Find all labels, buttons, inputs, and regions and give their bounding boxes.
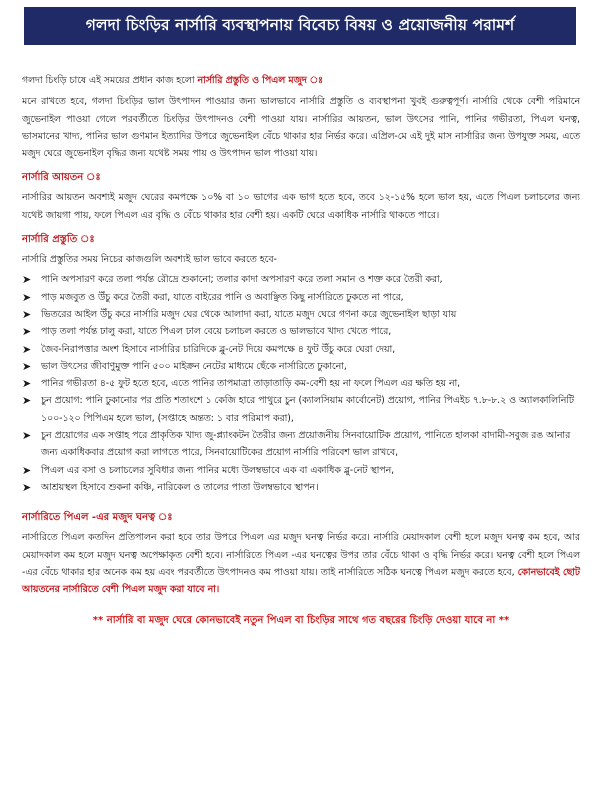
arrow-right-icon: ➤	[22, 307, 32, 321]
list-item-text: পানির গভীরতা ৪-৫ ফুট হতে হবে, এতে পানির তাপমাত্রা তাড়াতাড়ি কম-বেশী হয় না ফলে পিএল এর ক্ষতি হয় না,	[41, 378, 461, 390]
arrow-right-icon: ➤	[22, 429, 32, 443]
prep-bullet-list	[22, 271, 580, 496]
page-title: গলদা চিংড়ির নার্সারি ব্যবস্থাপনায় বিবেচ্য বিষয় ও প্রয়োজনীয় পরামর্শ	[85, 16, 515, 34]
section-heading-prep: নার্সারি প্রস্তুতি ঃ	[22, 234, 95, 246]
list-item-text: আশ্রয়স্থল হিসাবে শুকনা কঞ্চি, নারিকেল ও তালের পাতা উলম্বভাবে স্থাপন।	[41, 481, 319, 493]
list-item	[22, 341, 580, 358]
list-item-text: ভাল উৎসের জীবাণুমুক্ত পানি ৫০০ মাইক্রন নেটের মাধ্যমে ছেঁকে নার্সারিতে ঢুকানো,	[41, 360, 347, 372]
list-item	[22, 392, 580, 427]
section-heading-density: নার্সারিতে পিএল -এর মজুদ ঘনত্ব ঃ	[22, 512, 173, 524]
list-item	[22, 271, 580, 288]
list-item	[22, 462, 580, 479]
list-item	[22, 358, 580, 375]
arrow-right-icon: ➤	[22, 290, 32, 304]
arrow-right-icon: ➤	[22, 480, 32, 494]
section-heading-area: নার্সারি আয়তন ঃ	[22, 172, 101, 184]
document-body	[22, 72, 580, 630]
arrow-right-icon: ➤	[22, 273, 32, 287]
list-item-text: পাড় তলা পর্যন্ত ঢালু করা, যাতে পিএল ঢাল বেয়ে চলাচল করতে ও ভালভাবে খাদ্য খেতে পারে,	[41, 326, 392, 338]
list-item-text: চুন প্রয়োগের এক সপ্তাহ পরে প্রাকৃতিক খাদ্য জু-প্ল্যাংকটন তৈরীর জন্য প্রয়োজনীয় সিনবায়োটিক প্রয়োগ, পানিতে হালকা বাদামী-সবুজ রঙ আনার জন্য একাধিকবার প্রয়োগ করা লাগতে পারে, সিনবায়োটিকের প্রয়োগ নার্সারি পরিবেশ ভাল রাখবে,	[41, 430, 571, 459]
footer-note: ** নার্সারি বা মজুদ ঘেরে কোনভাবেই নতুন পিএল বা চিংড়ির সাথে গত বছরের চিংড়ি দেওয়া যাবে না **	[92, 615, 510, 627]
intro-paragraph: মনে রাখতে হবে, গলদা চিংড়ির ভাল উৎপাদন পাওয়ার জন্য ভালভাবে নার্সারি প্রস্তুতি ও ব্যবস্থাপনা খুবই গুরুত্বপূর্ণ। নার্সারি থেকে বেশী পরিমানে জুভেনাইল পাওয়া গেলে পরবর্তীতে চিংড়ির উৎপাদনও বেশী পাওয়া যায়। নার্সারির আয়তন, ভাল উৎসের পানি, পানির গভীরতা, পিএল ঘনত্ব, ভাসমানের খাদ্য, পানির ভাল গুণমান ইত্যাদির উপরে জুভেনাইল বেঁচে থাকার হার নির্ভর করে। এপ্রিল-মে এই দুই মাস নার্সারির জন্য উপযুক্ত সময়, এতে মজুদ ঘেরে জুভেনাইল বৃদ্ধির জন্য যথেষ্ট সময় পায় ও উৎপাদন ভাল পাওয়া যায়।	[22, 96, 580, 160]
section-text-density	[22, 529, 580, 598]
intro-text: গলদা চিংড়ি চাষে এই সময়ের প্রধান কাজ হলো	[22, 75, 198, 86]
list-item	[22, 323, 580, 340]
density-highlight: কোনভাবেই ছোট আয়তনের নার্সারিতে বেশী পিএল মজুদ করা যাবে না।	[22, 566, 580, 596]
arrow-right-icon: ➤	[22, 359, 32, 373]
arrow-right-icon: ➤	[22, 394, 32, 408]
arrow-right-icon: ➤	[22, 463, 32, 477]
arrow-right-icon: ➤	[22, 325, 32, 339]
list-item	[22, 375, 580, 392]
density-text: নার্সারিতে পিএল কতদিন প্রতিপালন করা হবে তার উপরে পিএল এর মজুদ ঘনত্ব নির্ভর করে। নার্সারি মেয়াদকাল বেশী হলে মজুদ ঘনত্ব কম হবে, আর মেয়াদকাল কম হলে মজুদ ঘনত্ব অপেক্ষাকৃত বেশী হবে। নার্সারিতে পিএল -এর ঘনত্বের উপর তার বেঁচে থাকা ও বৃদ্ধি নির্ভর করে। ঘনত্ব বেশী হলে পিএল -এর বেঁচে থাকার হার অনেক কম হয় এবং পরবর্তীতে উৎপাদনও কম পাওয়া যায়। তাই নার্সারিতে সঠিক ঘনত্বে পিএল মজুদ করতে হবে,	[22, 532, 580, 578]
arrow-right-icon: ➤	[22, 377, 32, 391]
arrow-right-icon: ➤	[22, 342, 32, 356]
list-item-text: জৈব-নিরাপত্তার অংশ হিসাবে নার্সারির চারিদিকে ব্লু-নেট দিয়ে কমপক্ষে ৪ ফুট উঁচু করে ঘেরা দেয়া,	[41, 343, 396, 355]
list-item-text: ভিতরের আইল উঁচু করে নার্সারি মজুদ ঘের থেকে আলাদা করা, যাতে মজুদ ঘেরে গণনা করে জুভেনাইল ছাড়া যায়	[41, 308, 457, 320]
list-item-text: পানি অপসারণ করে তলা পর্যন্ত রৌদ্রে শুকানো; তলার কাদা অপসারণ করে তলা সমান ও শক্ত করে তৈরী করা,	[41, 274, 443, 286]
list-item-text: পাড় মজবুত ও উঁচু করে তৈরী করা, যাতে বাইরের পানি ও অবাঞ্ছিত কিছু নার্সারিতে ঢুকতে না পারে,	[41, 291, 404, 303]
list-item	[22, 289, 580, 306]
intro-highlight: নার্সারি প্রস্তুতি ও পিএল মজুদ ঃ	[197, 75, 323, 86]
list-item-text: পিএল এর বসা ও চলাচলের সুবিধার জন্য পানির মধ্যে উলম্বভাবে এক বা একাধিক ব্লু-নেট স্থাপন,	[41, 464, 395, 476]
page-title-banner	[24, 7, 576, 45]
intro-line	[22, 72, 580, 89]
list-item	[22, 427, 580, 462]
section-text-area: নার্সারির আয়তন অবশ্যই মজুদ ঘেরের কমপক্ষে ১০% বা ১০ ভাগের এক ভাগ হতে হবে, তবে ১২-১৫% হলে ভাল হয়, এতে পিএল চলাচলের জন্য যথেষ্ট জায়গা পায়, ফলে পিএল এর বৃদ্ধি ও বেঁচে থাকার হার বেশী হয়। একটি ঘেরে একাধিক নার্সারি থাকতে পারে।	[22, 192, 580, 221]
list-item	[22, 306, 580, 323]
section-text-prep: নার্সারি প্রস্তুতির সময় নিচের কাজগুলি অবশ্যই ভাল ভাবে করতে হবে-	[22, 254, 277, 266]
list-item	[22, 479, 580, 496]
list-item-text: চুন প্রয়োগ: পানি ঢুকানোর পর প্রতি শতাংশে ১ কেজি হারে পাথুরে চুন (ক্যালসিয়াম কার্বোনেট) প্রয়োগ, পানির পিএইচ ৭.৮-৮.২ ও অ্যালকালিনিটি ১০০-১২০ পিপিএম হলে ভাল, (সপ্তাহে অন্তত: ১ বার পরিমাপ করা),	[41, 395, 574, 424]
